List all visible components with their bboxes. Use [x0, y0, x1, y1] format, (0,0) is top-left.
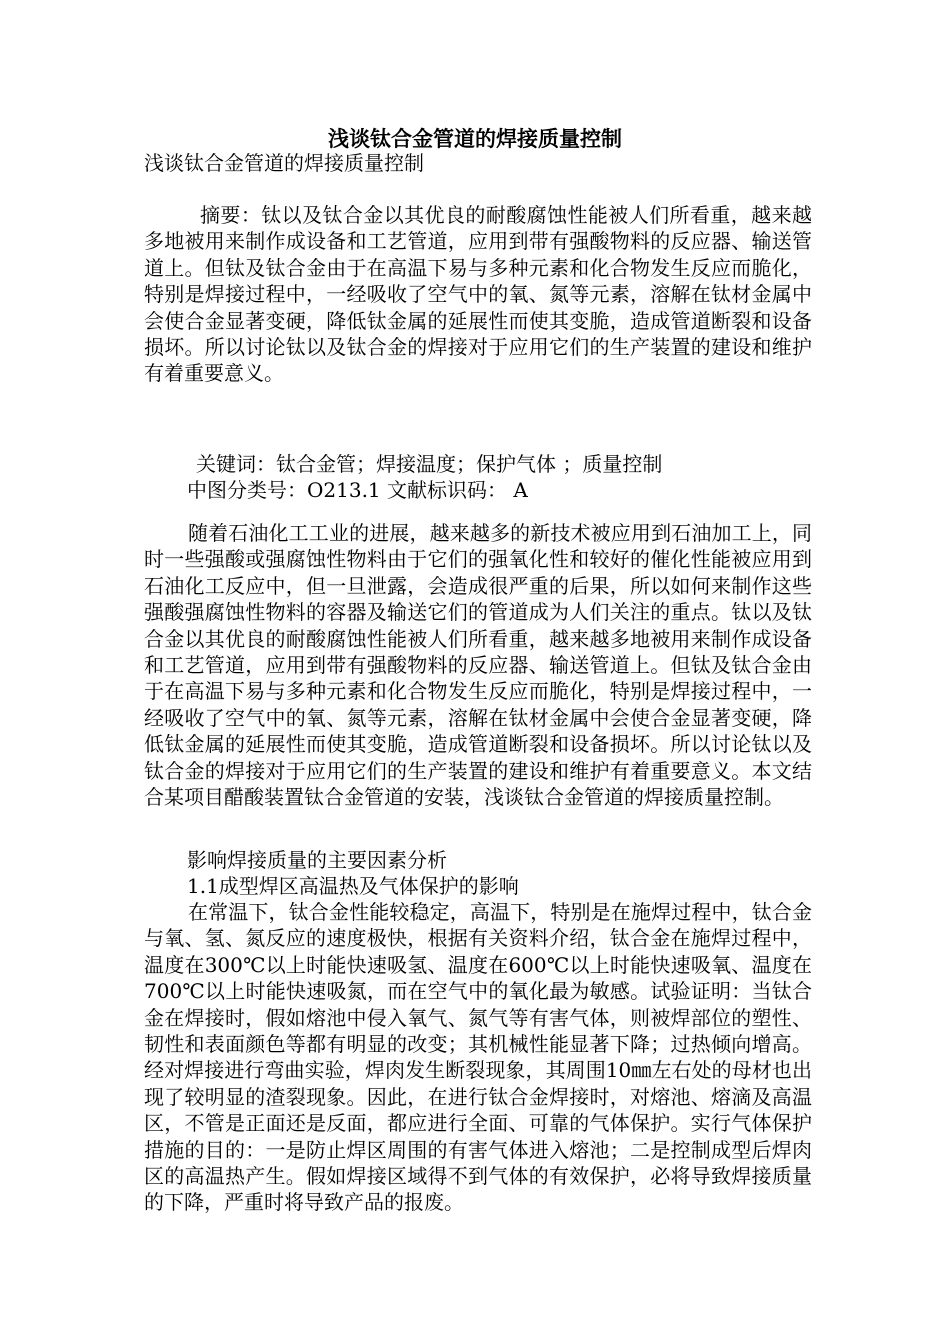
keywords-line: 关键词：钛合金管；焊接温度；保护气体 ；质量控制: [196, 452, 663, 476]
abstract-paragraph: 摘要：钛以及钛合金以其优良的耐酸腐蚀性能被人们所看重，越来越多地被用来制作成设备和工艺管道，应用到带有强酸物料的反应器、输送管道上。但钛及钛合金由于在高温下易与多种元素和化合物发生反应而脆化，特别是焊接过程中，一经吸收了空气中的氧、氮等元素，溶解在钛材金属中会使合金显著变硬，降低钛金属的延展性而使其变脆，造成管道断裂和设备损坏。所以讨论钛以及钛合金的焊接对于应用它们的生产装置的建设和维护有着重要意义。: [144, 203, 812, 386]
subsection-heading: 1.1成型焊区高温热及气体保护的影响: [187, 874, 519, 898]
classification-line: 中图分类号：O213.1 文献标识码： A: [187, 478, 528, 502]
section-heading: 影响焊接质量的主要因素分析: [187, 848, 447, 872]
document-title: 浅谈钛合金管道的焊接质量控制: [328, 126, 622, 151]
document-subtitle: 浅谈钛合金管道的焊接质量控制: [144, 151, 424, 175]
intro-paragraph: 随着石油化工工业的进展，越来越多的新技术被应用到石油加工上，同时一些强酸或强腐蚀性物料由于它们的强氧化性和较好的催化性能被应用到石油化工反应中，但一旦泄露，会造成很严重的后果，所以如何来制作这些强酸强腐蚀性物料的容器及输送它们的管道成为人们关注的重点。钛以及钛合金以其优良的耐酸腐蚀性能被人们所看重，越来越多地被用来制作成设备和工艺管道，应用到带有强酸物料的反应器、输送管道上。但钛及钛合金由于在高温下易与多种元素和化合物发生反应而脆化，特别是焊接过程中，一经吸收了空气中的氧、氮等元素，溶解在钛材金属中会使合金显著变硬，降低钛金属的延展性而使其变脆，造成管道断裂和设备损坏。所以讨论钛以及钛合金的焊接对于应用它们的生产装置的建设和维护有着重要意义。本文结合某项目醋酸装置钛合金管道的安装，浅谈钛合金管道的焊接质量控制。: [144, 521, 812, 810]
section-paragraph: 在常温下，钛合金性能较稳定，高温下，特别是在施焊过程中，钛合金与氧、氢、氮反应的速度极快，根据有关资料介绍，钛合金在施焊过程中，温度在300℃以上时能快速吸氢、温度在600℃以上时能快速吸氧、温度在700℃以上时能快速吸氮，而在空气中的氧化最为敏感。试验证明：当钛合金在焊接时，假如熔池中侵入氧气、氮气等有害气体，则被焊部位的塑性、韧性和表面颜色等都有明显的改变；其机械性能显著下降；过热倾向增高。经对焊接进行弯曲实验，焊肉发生断裂现象，其周围10㎜左右处的母材也出现了较明显的渣裂现象。因此，在进行钛合金焊接时，对熔池、熔滴及高温区，不管是正面还是反面，都应进行全面、可靠的气体保护。实行气体保护措施的目的：一是防止焊区周围的有害气体进入熔池；二是控制成型后焊肉区的高温热产生。假如焊接区域得不到气体的有效保护，必将导致焊接质量的下降，严重时将导致产品的报废。: [144, 900, 812, 1215]
